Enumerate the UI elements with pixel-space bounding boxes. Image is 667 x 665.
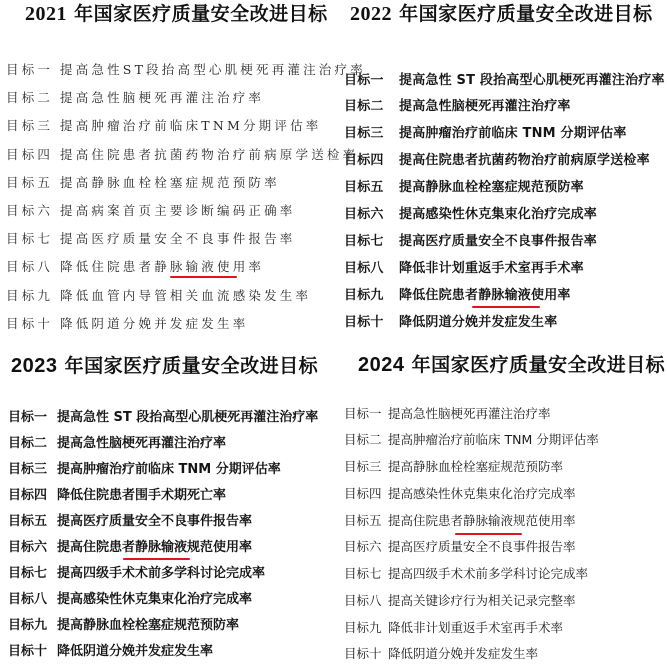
goal-label: 目标一 — [344, 406, 382, 421]
goal-text: 提高急性脑梗死再灌注治疗率 — [57, 436, 227, 451]
goal-label: 目标十 — [8, 644, 48, 659]
goal-text: 提高静脉血栓栓塞症规范预防率 — [57, 618, 240, 633]
goal-label: 目标二 — [6, 90, 54, 105]
goal-text: 提高急性脑梗死再灌注治疗率 — [60, 90, 265, 105]
goal-label: 目标三 — [6, 118, 54, 133]
goal-label: 目标十 — [6, 316, 54, 331]
goal-text: 提高肿瘤治疗前临床 TNM 分期评估率 — [57, 462, 281, 477]
goal-text: 提高医疗质量安全不良事件报告率 — [388, 539, 576, 554]
goal-text: 提高医疗质量安全不良事件报告率 — [399, 234, 598, 249]
title-text: 年国家医疗质量安全改进目标 — [57, 355, 319, 377]
highlight-underline — [455, 533, 522, 535]
goal-label: 目标五 — [8, 514, 48, 529]
goal-label: 目标八 — [8, 592, 48, 607]
goal-label: 目标九 — [344, 288, 384, 303]
goal-text: 提高静脉血栓栓塞症规范预防率 — [399, 180, 584, 195]
goal-text: 降低阴道分娩并发症发生率 — [60, 316, 249, 331]
goal-label: 目标六 — [344, 207, 384, 222]
goal-label: 目标七 — [344, 566, 382, 581]
goal-label: 目标十 — [344, 646, 382, 661]
goal-label: 目标二 — [344, 432, 382, 447]
title-year: 2022 — [350, 3, 392, 25]
goal-label: 目标六 — [344, 539, 382, 554]
goal-label: 目标四 — [8, 488, 48, 503]
goal-text: 提高急性脑梗死再灌注治疗率 — [399, 99, 571, 114]
goal-label: 目标八 — [344, 261, 384, 276]
goal-label: 目标一 — [6, 62, 54, 77]
goal-text: 降低阴道分娩并发症发生率 — [399, 315, 558, 330]
goal-text: 降低阴道分娩并发症发生率 — [57, 644, 214, 659]
goal-text: 提高住院患者抗菌药物治疗前病原学送检率 — [399, 153, 650, 168]
goal-text: 提高感染性休克集束化治疗完成率 — [388, 486, 576, 501]
goal-text: 提高四级手术术前多学科讨论完成率 — [57, 566, 266, 581]
goal-text: 提高医疗质量安全不良事件报告率 — [60, 231, 296, 246]
goal-text: 提高医疗质量安全不良事件报告率 — [57, 514, 253, 529]
goal-label: 目标八 — [344, 593, 382, 608]
title-text: 年国家医疗质量安全改进目标 — [404, 354, 666, 376]
goal-text: 降低非计划重返手术室再手术率 — [388, 620, 564, 635]
goal-text: 提高急性脑梗死再灌注治疗率 — [388, 406, 551, 421]
goal-label: 目标五 — [344, 180, 384, 195]
goal-label: 目标十 — [344, 315, 384, 330]
title-year: 2023 — [11, 355, 58, 377]
goal-text: 提高急性ST段抬高型心肌梗死再灌注治疗率 — [60, 62, 366, 77]
goal-label: 目标八 — [6, 259, 54, 274]
goal-label: 目标四 — [344, 153, 384, 168]
goal-text: 提高肿瘤治疗前临床 TNM 分期评估率 — [388, 432, 599, 447]
goal-label: 目标七 — [6, 231, 54, 246]
title-year: 2024 — [358, 354, 405, 376]
goal-label: 目标九 — [344, 620, 382, 635]
goal-label: 目标二 — [344, 99, 384, 114]
goal-label: 目标二 — [8, 436, 48, 451]
goal-text: 提高四级手术术前多学科讨论完成率 — [388, 566, 589, 581]
goal-label: 目标一 — [344, 73, 384, 88]
goal-text: 提高急性 ST 段抬高型心肌梗死再灌注治疗率 — [399, 73, 665, 88]
goal-label: 目标六 — [6, 203, 54, 218]
goal-text: 提高关键诊疗行为相关记录完整率 — [388, 593, 576, 608]
title-text: 年国家医疗质量安全改进目标 — [392, 3, 653, 25]
goal-label: 目标五 — [344, 513, 382, 528]
goal-text: 降低住院患者围手术期死亡率 — [57, 488, 227, 503]
goal-text: 提高急性 ST 段抬高型心肌梗死再灌注治疗率 — [57, 410, 319, 425]
goal-text: 降低血管内导管相关血流感染发生率 — [60, 288, 312, 303]
goal-text: 提高肿瘤治疗前临床TNM分期评估率 — [60, 118, 322, 133]
panel-2024-goals — [0, 340, 667, 665]
goal-text: 降低住院患者静脉输液使用率 — [60, 259, 265, 274]
goal-label: 目标三 — [344, 459, 382, 474]
goal-label: 目标四 — [344, 486, 382, 501]
title-text: 年国家医疗质量安全改进目标 — [67, 3, 328, 25]
goal-text: 降低阴道分娩并发症发生率 — [388, 646, 539, 661]
goal-label: 目标三 — [8, 462, 48, 477]
goal-text: 提高肿瘤治疗前临床 TNM 分期评估率 — [399, 126, 627, 141]
goal-text: 提高住院患者静脉输液规范使用率 — [57, 540, 253, 555]
goal-label: 目标四 — [6, 147, 54, 162]
goal-label: 目标九 — [8, 618, 48, 633]
goal-label: 目标一 — [8, 410, 48, 425]
goal-label: 目标五 — [6, 175, 54, 190]
goal-text: 提高静脉血栓栓塞症规范预防率 — [388, 459, 564, 474]
panel-title-2024 — [358, 354, 665, 376]
goal-text: 提高感染性休克集束化治疗完成率 — [57, 592, 253, 607]
goal-text: 提高住院患者静脉输液规范使用率 — [388, 513, 576, 528]
goal-text: 降低住院患者静脉输液使用率 — [399, 288, 571, 303]
goal-text: 提高住院患者抗菌药物治疗前病原学送检率 — [60, 147, 359, 162]
goal-label: 目标七 — [344, 234, 384, 249]
title-year: 2021 — [25, 3, 67, 25]
goal-label: 目标六 — [8, 540, 48, 555]
goal-text: 降低非计划重返手术室再手术率 — [399, 261, 584, 276]
highlight-underline — [472, 306, 540, 308]
panel-title-2022 — [350, 3, 653, 25]
goal-text: 提高病案首页主要诊断编码正确率 — [60, 203, 296, 218]
goal-label: 目标三 — [344, 126, 384, 141]
goal-label: 目标七 — [8, 566, 48, 581]
goal-label: 目标九 — [6, 288, 54, 303]
goal-text: 提高感染性休克集束化治疗完成率 — [399, 207, 598, 222]
goal-text: 提高静脉血栓栓塞症规范预防率 — [60, 175, 280, 190]
